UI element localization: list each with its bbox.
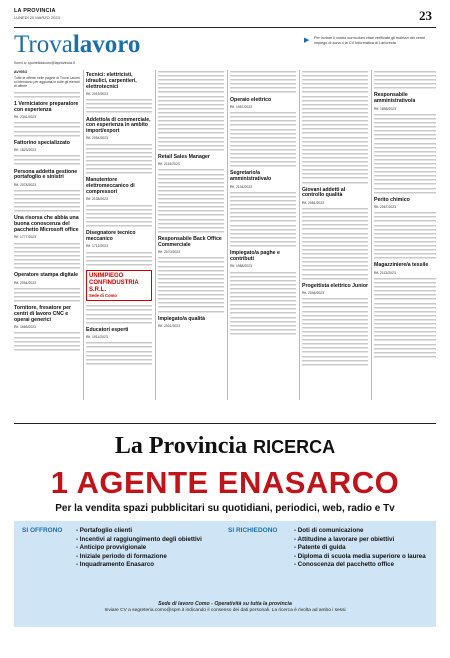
newspaper-name: LA PROVINCIA xyxy=(14,8,56,14)
requirement-item: - Attitudine a lavorare per obiettivi xyxy=(294,535,395,543)
requirements-label: SI RICHIEDONO xyxy=(228,527,278,534)
job-ref: Rif. 1712/2023 xyxy=(86,244,109,249)
job-ref: Rif. 2138/2023 xyxy=(86,197,109,202)
offer-item: - Incentivi al raggiungimento degli obiettivi xyxy=(76,535,202,543)
job-title: Manutentore elettromeccanico di compressori xyxy=(86,177,135,196)
column-divider xyxy=(83,70,84,400)
advertiser-sub: Sede di Como xyxy=(89,293,117,299)
job-title: Impiegato/a paghe e contributi xyxy=(230,250,280,262)
requirement-item: - Patente di guida xyxy=(294,544,346,552)
job-ref: Rif. 1988/2023 xyxy=(230,264,253,269)
offer-footer xyxy=(14,601,436,614)
banner-subline: Per la vendita spazi pubblicitari su quotidiani, periodici, web, radio e Tv xyxy=(55,503,395,514)
job-title: Operaio elettrico xyxy=(230,96,272,103)
job-title: Addetto/a di commerciale, con esperienza in ambito import/export xyxy=(86,116,151,135)
job-ref: Rif. 2067/2023 xyxy=(374,205,397,210)
recruitment-advertisement xyxy=(14,423,436,650)
job-title: Una risorsa che abbia una buona conoscenza del pacchetto Microsoft office xyxy=(14,215,79,234)
offer-item: - Anticipo provvigionale xyxy=(76,544,147,552)
column-1 xyxy=(14,70,80,400)
column-3 xyxy=(158,70,224,400)
ricerca-label: RICERCA xyxy=(253,437,336,457)
work-location: Sede di lavoro Como - Operatività su tutta la provincia xyxy=(158,601,292,607)
column-divider xyxy=(371,70,372,400)
banner-headline: 1 AGENTE ENASARCO xyxy=(50,465,400,500)
job-title: Responsabile amministrativo/a xyxy=(374,92,416,105)
job-title: Magazziniere/a tessile xyxy=(374,262,429,269)
column-2 xyxy=(86,70,152,400)
job-ref: Rif. 2081/2023 xyxy=(302,200,325,205)
job-ref: Rif. 1665/2023 xyxy=(14,325,37,330)
offer-item: - Inquadramento Enasarco xyxy=(76,561,155,569)
column-4 xyxy=(230,70,296,400)
section-title-bold: lavoro xyxy=(72,31,141,58)
job-title: Fattorino specializzato xyxy=(14,139,70,146)
intro-label: AVVISO xyxy=(14,70,28,74)
job-ref: Rif. 2115/2023 xyxy=(158,162,180,167)
job-ref: Rif. 2104/2023 xyxy=(230,184,253,189)
section-contact: Scrivi a: sportellolavoro@laprovincia.it xyxy=(14,61,75,65)
masthead-rule xyxy=(14,27,436,28)
job-title: Progettista elettrico Junior xyxy=(302,282,368,289)
banner-logo xyxy=(14,433,436,460)
job-ref: Rif. 2070/2023 xyxy=(158,250,181,255)
job-ref: Rif. 2113/2023 xyxy=(374,270,396,275)
advertiser-box xyxy=(86,270,152,301)
job-title: Responsabile Back Office Commerciale xyxy=(158,235,222,248)
job-title: Persona addetta gestione portafoglio e sinistri xyxy=(14,168,78,181)
job-ref: Rif. 2078/2023 xyxy=(14,182,37,187)
job-title: Retail Sales Manager xyxy=(158,153,210,160)
job-ref: Rif. 1898/2023 xyxy=(374,106,397,111)
job-title: Disegnatore tecnico meccanico xyxy=(86,230,136,242)
column-divider xyxy=(299,70,300,400)
job-ref: Rif. 2001/2023 xyxy=(158,323,181,328)
job-ref: Rif. 1957/2023 xyxy=(230,104,253,109)
section-header xyxy=(14,31,436,65)
requirements-list xyxy=(294,527,426,570)
job-ref: Rif. 2054/2023 xyxy=(86,136,109,141)
requirement-item: - Conoscenza del pacchetto office xyxy=(294,561,395,569)
job-ref: Rif. 1911/2023 xyxy=(86,335,108,340)
column-divider xyxy=(155,70,156,400)
section-title xyxy=(14,32,140,57)
job-title: 1 Verniciatore preparatore con esperienza xyxy=(14,100,79,113)
job-title: Segretario/a amministrativa/o xyxy=(230,170,272,183)
job-title: Tornitore, fresatore per centri di lavoro CNC e operai generici xyxy=(14,305,71,323)
newspaper-page xyxy=(14,8,436,650)
masthead xyxy=(14,8,436,28)
requirement-item: - Doti di comunicazione xyxy=(294,527,364,534)
offers-label: SI OFFRONO xyxy=(22,527,63,534)
job-title: Educatori esperti xyxy=(86,326,129,333)
logo-wordmark: La Provincia xyxy=(114,433,248,459)
job-ref: Rif. 2046/2023 xyxy=(302,290,325,295)
job-ref: Rif. 2019/2023 xyxy=(86,91,109,96)
offer-item: - Portafoglio clienti xyxy=(76,527,133,534)
job-title: Impiegato/a qualità xyxy=(158,315,205,322)
info-arrow-icon: ▶ xyxy=(304,37,310,44)
application-instructions: Inviare CV a segreteria.como@spm.it indicando il consenso dei dati personali. La ricerca è rivolta ad ambo i sessi xyxy=(104,607,346,613)
job-ref: Rif. 1823/2023 xyxy=(14,147,37,152)
advertiser-name: UNIMPIEGO CONFINDUSTRIA S.R.L. xyxy=(89,272,139,293)
column-divider xyxy=(227,70,228,400)
offer-item: - Iniziale periodo di formazione xyxy=(76,552,167,560)
job-ref: Rif. 2341/2023 xyxy=(14,115,37,120)
section-title-light: Trova xyxy=(14,31,73,58)
issue-date: LUNEDÌ 20 MARZO 2023 xyxy=(14,15,60,20)
banner-rule xyxy=(14,423,436,424)
requirement-item: - Diploma di scuola media superiore o laurea xyxy=(294,552,426,560)
job-title: Giovani addetti al controllo qualità xyxy=(302,186,346,199)
column-5 xyxy=(302,70,368,400)
intro-text: Tutte le offerte nelle pagine di Trova Lavoro si intendono per aggiunta in tutte gli elenchi di offerte xyxy=(14,76,80,89)
job-title: Tecnici: elettricisti, idraulici, carpentieri, elettrotecnici xyxy=(86,72,137,90)
cv-notice: Per inviare il vostro curriculum vitae verificate gli indirizzi dei centri impiego di zona o la CV Informativa di Lariorecta xyxy=(314,36,426,45)
job-title: Operatore stampa digitale xyxy=(14,272,78,279)
job-ref: Rif. 1777/2023 xyxy=(14,235,37,240)
page-number: 23 xyxy=(419,8,432,23)
offer-box xyxy=(14,521,436,627)
column-6 xyxy=(374,70,436,400)
job-ref: Rif. 2094/2023 xyxy=(14,280,37,285)
offers-list xyxy=(76,527,202,570)
job-title: Perito chimico xyxy=(374,196,410,203)
